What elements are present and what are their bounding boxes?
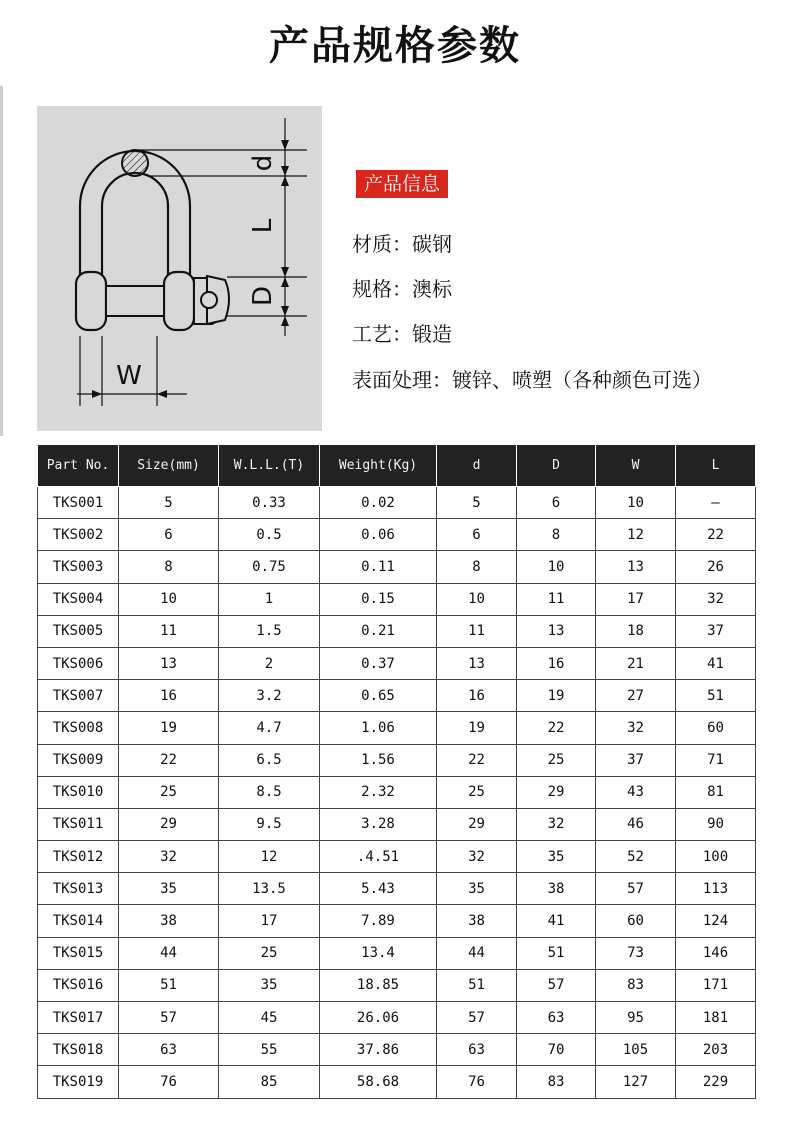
table-cell: 5: [119, 487, 219, 519]
table-cell: 11: [437, 615, 517, 647]
table-cell: 37: [596, 744, 676, 776]
info-surface-treatment: 表面处理：镀锌、喷塑（各种颜色可选）: [352, 368, 712, 392]
table-cell: 3.28: [320, 808, 437, 840]
table-cell: 0.65: [320, 680, 437, 712]
table-cell: 1.5: [219, 615, 320, 647]
pin-shaft: [106, 286, 164, 316]
table-cell: 17: [219, 905, 320, 937]
table-row: [38, 841, 756, 873]
table-cell: 19: [437, 712, 517, 744]
table-cell: 1.56: [320, 744, 437, 776]
table-cell: 25: [517, 744, 596, 776]
table-row: [38, 905, 756, 937]
info-standard: 规格：澳标: [352, 277, 452, 301]
table-cell: 70: [517, 1034, 596, 1066]
table-cell: 35: [219, 969, 320, 1001]
table-cell: 63: [437, 1034, 517, 1066]
table-cell: TKS007: [38, 680, 119, 712]
label-D: D: [248, 285, 278, 307]
table-row: [38, 1034, 756, 1066]
header-L: L: [676, 445, 756, 487]
table-cell: 38: [437, 905, 517, 937]
header-W: W: [596, 445, 676, 487]
shackle-drawing: [37, 106, 322, 431]
table-cell: 29: [119, 808, 219, 840]
table-cell: 17: [596, 583, 676, 615]
table-cell: 44: [437, 937, 517, 969]
table-cell: 203: [676, 1034, 756, 1066]
table-cell: 5.43: [320, 873, 437, 905]
header-D: D: [517, 445, 596, 487]
table-cell: 0.02: [320, 487, 437, 519]
table-cell: 57: [119, 1002, 219, 1034]
table-cell: 37: [676, 615, 756, 647]
table-cell: 83: [517, 1066, 596, 1098]
table-cell: 229: [676, 1066, 756, 1098]
table-cell: 52: [596, 841, 676, 873]
table-row: [38, 873, 756, 905]
table-cell: 16: [437, 680, 517, 712]
table-cell: 51: [119, 969, 219, 1001]
header-weight: Weight(Kg): [320, 445, 437, 487]
header-d: d: [437, 445, 517, 487]
table-cell: TKS018: [38, 1034, 119, 1066]
table-cell: 0.33: [219, 487, 320, 519]
table-cell: 81: [676, 776, 756, 808]
table-row: [38, 937, 756, 969]
table-row: [38, 519, 756, 551]
table-cell: 6: [437, 519, 517, 551]
table-cell: 6: [517, 487, 596, 519]
table-cell: 26.06: [320, 1002, 437, 1034]
table-cell: 60: [676, 712, 756, 744]
table-cell: 55: [219, 1034, 320, 1066]
table-cell: TKS014: [38, 905, 119, 937]
table-cell: 10: [437, 583, 517, 615]
shackle-diagram: [37, 106, 322, 431]
table-cell: 16: [517, 647, 596, 679]
table-cell: 37.86: [320, 1034, 437, 1066]
table-cell: 90: [676, 808, 756, 840]
table-cell: 22: [437, 744, 517, 776]
table-cell: 25: [219, 937, 320, 969]
table-row: [38, 712, 756, 744]
table-cell: 29: [437, 808, 517, 840]
header-wll: W.L.L.(T): [219, 445, 320, 487]
table-cell: 38: [517, 873, 596, 905]
table-cell: 32: [596, 712, 676, 744]
table-cell: 8: [119, 551, 219, 583]
table-cell: 83: [596, 969, 676, 1001]
table-cell: 181: [676, 1002, 756, 1034]
table-cell: 35: [437, 873, 517, 905]
section-circle: [122, 150, 148, 176]
table-cell: 5: [437, 487, 517, 519]
table-cell: 113: [676, 873, 756, 905]
table-cell: 2: [219, 647, 320, 679]
table-cell: 76: [119, 1066, 219, 1098]
left-eye: [76, 272, 106, 330]
table-cell: 43: [596, 776, 676, 808]
table-cell: TKS004: [38, 583, 119, 615]
table-cell: 19: [517, 680, 596, 712]
table-cell: 9.5: [219, 808, 320, 840]
table-row: [38, 487, 756, 519]
table-cell: 21: [596, 647, 676, 679]
table-cell: 22: [676, 519, 756, 551]
table-cell: 22: [119, 744, 219, 776]
table-cell: 6: [119, 519, 219, 551]
table-cell: 41: [676, 647, 756, 679]
table-cell: 63: [119, 1034, 219, 1066]
table-cell: 27: [596, 680, 676, 712]
table-cell: 8: [517, 519, 596, 551]
table-cell: 13: [437, 647, 517, 679]
table-cell: 44: [119, 937, 219, 969]
info-process: 工艺：锻造: [352, 322, 452, 346]
table-cell: TKS002: [38, 519, 119, 551]
table-cell: TKS012: [38, 841, 119, 873]
table-cell: 19: [119, 712, 219, 744]
product-info-badge: 产品信息: [356, 170, 448, 198]
table-cell: 3.2: [219, 680, 320, 712]
table-cell: TKS015: [38, 937, 119, 969]
table-row: [38, 680, 756, 712]
spec-table: [37, 444, 756, 1099]
table-cell: 124: [676, 905, 756, 937]
table-cell: TKS013: [38, 873, 119, 905]
table-cell: TKS003: [38, 551, 119, 583]
info-material: 材质：碳钢: [352, 232, 452, 256]
table-cell: TKS008: [38, 712, 119, 744]
table-cell: 8.5: [219, 776, 320, 808]
table-cell: 29: [517, 776, 596, 808]
table-cell: 45: [219, 1002, 320, 1034]
table-cell: 4.7: [219, 712, 320, 744]
table-cell: 18: [596, 615, 676, 647]
table-cell: 35: [517, 841, 596, 873]
table-cell: 13: [596, 551, 676, 583]
table-cell: TKS009: [38, 744, 119, 776]
table-cell: 146: [676, 937, 756, 969]
table-cell: 58.68: [320, 1066, 437, 1098]
table-cell: TKS010: [38, 776, 119, 808]
table-header-row: [38, 445, 756, 487]
table-cell: 7.89: [320, 905, 437, 937]
label-W: W: [116, 361, 142, 391]
table-row: [38, 615, 756, 647]
table-cell: 25: [437, 776, 517, 808]
page-title: 产品规格参数: [269, 23, 521, 69]
table-cell: 95: [596, 1002, 676, 1034]
table-cell: TKS019: [38, 1066, 119, 1098]
table-cell: 0.5: [219, 519, 320, 551]
table-cell: 6.5: [219, 744, 320, 776]
table-cell: 76: [437, 1066, 517, 1098]
table-row: [38, 776, 756, 808]
table-row: [38, 808, 756, 840]
table-cell: 13.5: [219, 873, 320, 905]
table-cell: 13.4: [320, 937, 437, 969]
table-cell: 2.32: [320, 776, 437, 808]
table-cell: 0.06: [320, 519, 437, 551]
table-cell: .4.51: [320, 841, 437, 873]
table-cell: TKS011: [38, 808, 119, 840]
pin-hole: [201, 292, 217, 308]
table-cell: 32: [676, 583, 756, 615]
table-cell: 57: [437, 1002, 517, 1034]
table-cell: 105: [596, 1034, 676, 1066]
table-cell: 51: [676, 680, 756, 712]
table-cell: 73: [596, 937, 676, 969]
table-cell: 13: [517, 615, 596, 647]
table-cell: 60: [596, 905, 676, 937]
table-cell: 51: [437, 969, 517, 1001]
table-row: [38, 969, 756, 1001]
table-cell: 46: [596, 808, 676, 840]
table-row: [38, 551, 756, 583]
table-cell: 100: [676, 841, 756, 873]
table-row: [38, 1066, 756, 1098]
table-row: [38, 744, 756, 776]
table-cell: 63: [517, 1002, 596, 1034]
table-cell: 25: [119, 776, 219, 808]
table-cell: 26: [676, 551, 756, 583]
table-row: [38, 1002, 756, 1034]
table-cell: 57: [517, 969, 596, 1001]
table-cell: TKS005: [38, 615, 119, 647]
header-part-no: Part No.: [38, 445, 119, 487]
table-cell: 57: [596, 873, 676, 905]
left-divider: [0, 86, 3, 436]
table-cell: 32: [437, 841, 517, 873]
table-cell: 8: [437, 551, 517, 583]
table-cell: 16: [119, 680, 219, 712]
table-cell: 12: [219, 841, 320, 873]
table-cell: 35: [119, 873, 219, 905]
table-cell: 0.75: [219, 551, 320, 583]
table-cell: 171: [676, 969, 756, 1001]
table-cell: 22: [517, 712, 596, 744]
table-cell: 1.06: [320, 712, 437, 744]
table-cell: 0.11: [320, 551, 437, 583]
table-cell: 71: [676, 744, 756, 776]
table-row: [38, 583, 756, 615]
table-cell: 18.85: [320, 969, 437, 1001]
table-cell: TKS017: [38, 1002, 119, 1034]
table-cell: 127: [596, 1066, 676, 1098]
table-cell: TKS016: [38, 969, 119, 1001]
table-cell: 0.37: [320, 647, 437, 679]
table-body: [38, 487, 756, 1099]
table-cell: 12: [596, 519, 676, 551]
table-cell: 10: [517, 551, 596, 583]
label-d: d: [248, 154, 278, 172]
table-cell: TKS006: [38, 647, 119, 679]
table-cell: 0.15: [320, 583, 437, 615]
table-cell: 10: [119, 583, 219, 615]
table-cell: 32: [517, 808, 596, 840]
table-cell: 38: [119, 905, 219, 937]
table-cell: —: [676, 487, 756, 519]
table-cell: 41: [517, 905, 596, 937]
right-eye: [164, 272, 194, 330]
header-size: Size(mm): [119, 445, 219, 487]
table-cell: TKS001: [38, 487, 119, 519]
table-cell: 85: [219, 1066, 320, 1098]
table-cell: 11: [119, 615, 219, 647]
table-cell: 0.21: [320, 615, 437, 647]
table-cell: 51: [517, 937, 596, 969]
table-row: [38, 647, 756, 679]
table-cell: 11: [517, 583, 596, 615]
table-cell: 10: [596, 487, 676, 519]
table-cell: 13: [119, 647, 219, 679]
table-cell: 1: [219, 583, 320, 615]
label-L: L: [248, 218, 278, 234]
table-cell: 32: [119, 841, 219, 873]
